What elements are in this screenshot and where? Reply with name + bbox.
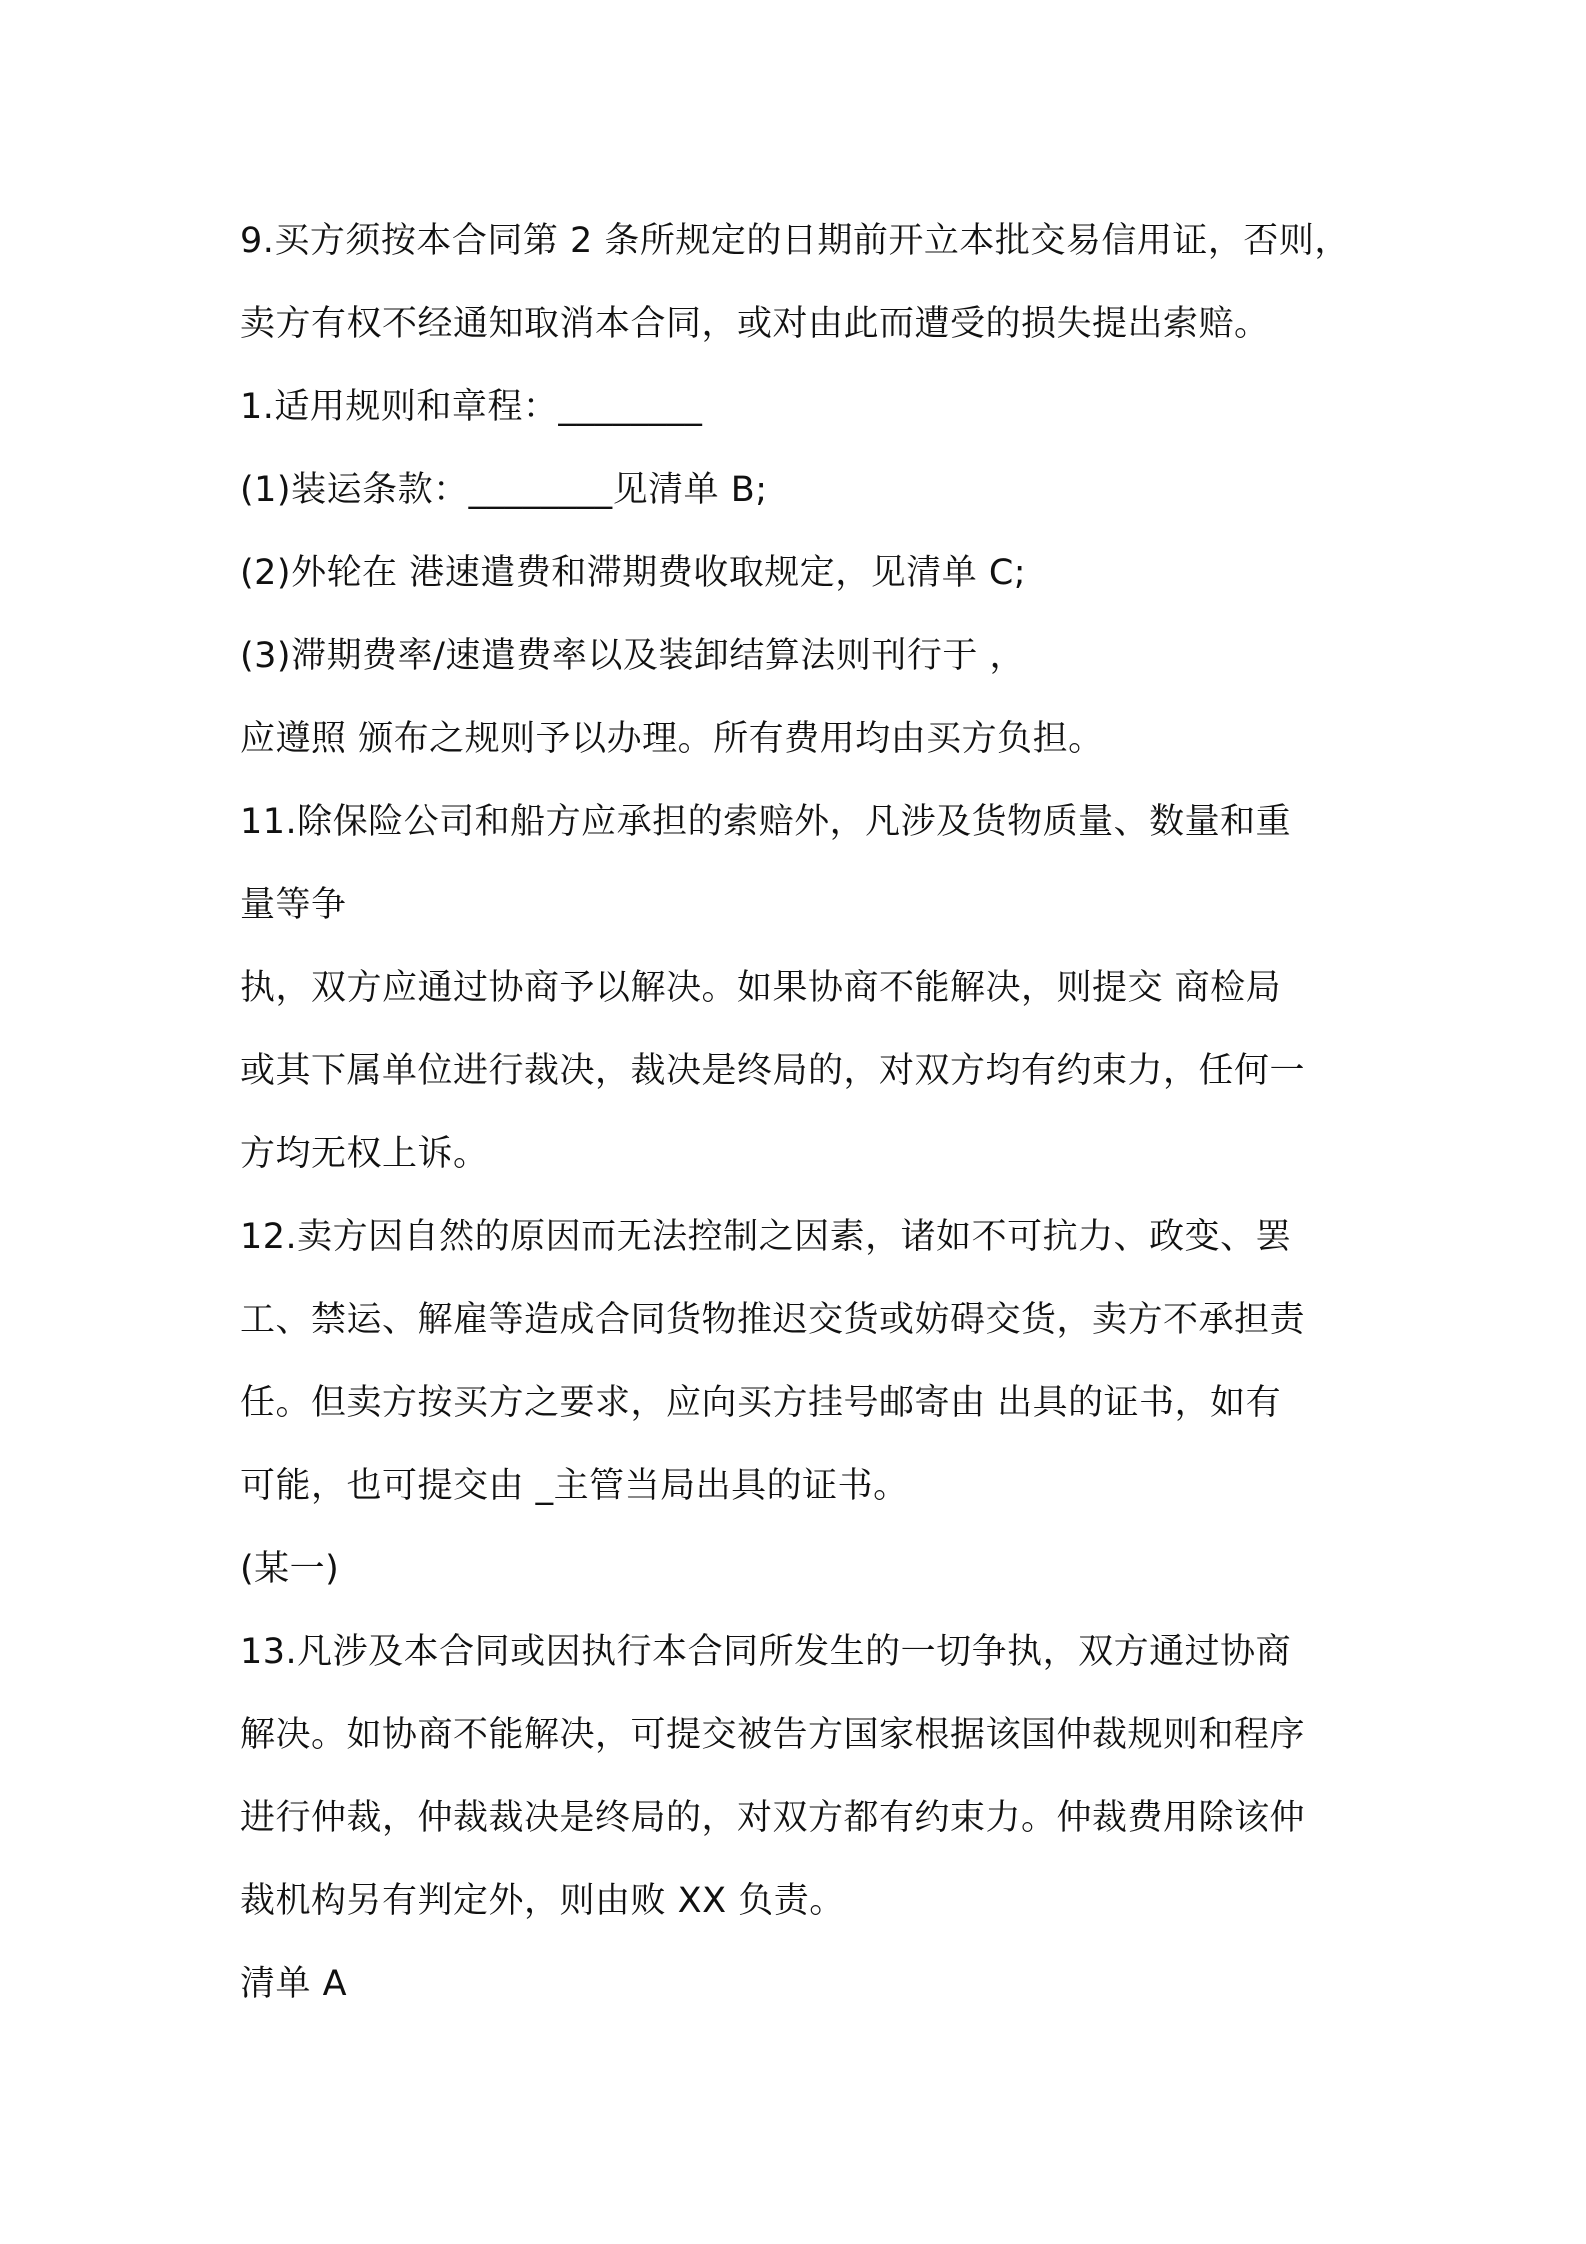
text-line: 工、禁运、解雇等造成合同货物推迟交货或妨碍交货，卖方不承担责: [240, 1300, 1306, 1340]
text-line: 应遵照 颁布之规则予以办理。所有费用均由买方负担。: [240, 719, 1104, 759]
text-line: (2)外轮在 港速遣费和滞期费收取规定，见清单 C;: [240, 553, 1027, 593]
text-line: 或其下属单位进行裁决，裁决是终局的，对双方均有约束力，任何一: [240, 1051, 1306, 1091]
text-line: 裁机构另有判定外，则由败 XX 负责。: [240, 1881, 845, 1921]
text-line: 方均无权上诉。: [240, 1134, 489, 1174]
text-line: 11.除保险公司和船方应承担的索赔外，凡涉及货物质量、数量和重: [240, 802, 1292, 842]
text-line: 执，双方应通过协商予以解决。如果协商不能解决，则提交 商检局: [240, 968, 1282, 1008]
document-body: [240, 200, 1380, 2026]
text-line: 12.卖方因自然的原因而无法控制之因素，诸如不可抗力、政变、罢: [240, 1217, 1292, 1257]
text-line: 13.凡涉及本合同或因执行本合同所发生的一切争执，双方通过协商: [240, 1632, 1292, 1672]
text-line: 任。但卖方按买方之要求，应向买方挂号邮寄由 出具的证书，如有: [240, 1383, 1282, 1423]
text-line: (1)装运条款：________见清单 B;: [240, 470, 768, 510]
text-line: (3)滞期费率/速遣费率以及装卸结算法则刊行于 ，: [240, 636, 1025, 676]
text-line: 可能，也可提交由 _主管当局出具的证书。: [240, 1466, 909, 1506]
text-line: 清单 A: [240, 1964, 348, 2004]
text-line: 进行仲裁，仲裁裁决是终局的，对双方都有约束力。仲裁费用除该仲: [240, 1798, 1306, 1838]
text-line: 卖方有权不经通知取消本合同，或对由此而遭受的损失提出索赔。: [240, 304, 1270, 344]
text-line: 解决。如协商不能解决，可提交被告方国家根据该国仲裁规则和程序: [240, 1715, 1306, 1755]
text-line: 9.买方须按本合同第 2 条所规定的日期前开立本批交易信用证，否则，: [240, 221, 1350, 261]
text-line: 1.适用规则和章程：________: [240, 387, 703, 427]
text-line: 量等争: [240, 885, 347, 925]
text-line: (某一): [240, 1549, 340, 1589]
